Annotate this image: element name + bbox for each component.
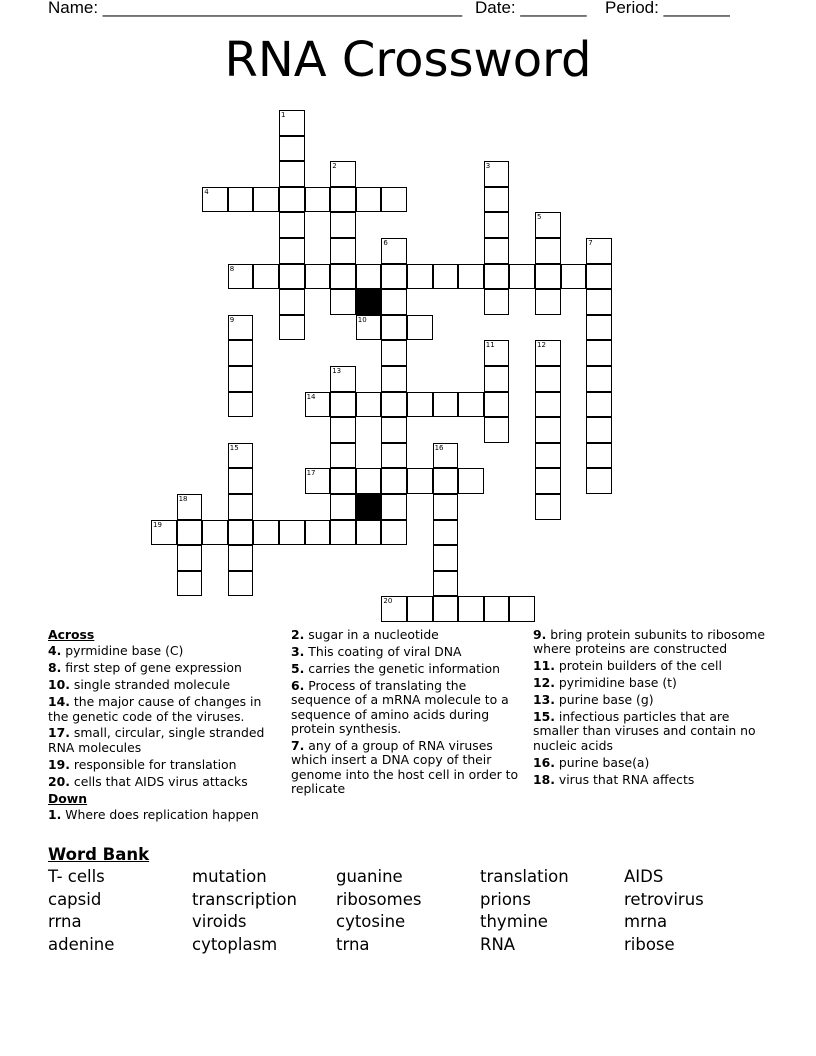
clue-number: 3. bbox=[291, 643, 305, 659]
clue-number: 6. bbox=[291, 677, 305, 693]
grid-cell[interactable] bbox=[586, 315, 612, 341]
clue-number-13: 13 bbox=[332, 367, 342, 375]
clue-text: the major cause of changes in the genetic code of the viruses. bbox=[48, 694, 262, 724]
grid-cell[interactable] bbox=[433, 571, 459, 597]
down-clue-6 bbox=[291, 679, 519, 737]
grid-cell[interactable] bbox=[381, 264, 407, 290]
grid-cell[interactable] bbox=[586, 238, 612, 264]
grid-cell[interactable] bbox=[381, 468, 407, 494]
word-bank-item: retrovirus bbox=[624, 889, 704, 909]
grid-cell[interactable] bbox=[330, 161, 356, 187]
word-bank-item: mrna bbox=[624, 912, 668, 932]
grid-cell[interactable] bbox=[356, 264, 382, 290]
word-bank-item: cytosine bbox=[336, 912, 406, 932]
grid-cell[interactable] bbox=[305, 187, 331, 213]
word-bank-item: cytoplasm bbox=[192, 935, 278, 955]
clue-number-5: 5 bbox=[537, 213, 542, 222]
page-title: RNA Crossword bbox=[224, 32, 592, 88]
clue-number: 11. bbox=[533, 658, 555, 674]
grid-cell[interactable] bbox=[433, 264, 459, 290]
grid-cell[interactable] bbox=[356, 520, 382, 546]
clue-number-1: 1 bbox=[281, 111, 286, 119]
grid-cell[interactable] bbox=[202, 520, 228, 546]
grid-cell[interactable] bbox=[228, 264, 254, 290]
grid-cell[interactable] bbox=[484, 212, 510, 238]
grid-cell[interactable] bbox=[177, 545, 203, 571]
grid-cell[interactable] bbox=[177, 520, 203, 546]
grid-cell[interactable] bbox=[458, 596, 484, 622]
grid-cell[interactable] bbox=[381, 340, 407, 366]
grid-cell[interactable] bbox=[279, 161, 305, 187]
grid-cell[interactable] bbox=[202, 187, 228, 213]
clue-number: 19. bbox=[48, 756, 70, 772]
word-bank-item: prions bbox=[480, 889, 531, 909]
grid-cell[interactable] bbox=[330, 212, 356, 238]
grid-cell[interactable] bbox=[458, 264, 484, 290]
grid-cell[interactable] bbox=[330, 417, 356, 443]
clue-number-3: 3 bbox=[485, 162, 491, 171]
grid-cell[interactable] bbox=[433, 494, 459, 520]
clue-number: 9. bbox=[533, 627, 547, 642]
clue-number: 18. bbox=[533, 771, 555, 787]
period-field[interactable]: Period: _______ bbox=[605, 0, 730, 17]
clue-text: any of a group of RNA viruses which insert a DNA copy of their genome into the host cell in order to replicate bbox=[291, 737, 519, 797]
clue-number-16: 16 bbox=[434, 443, 444, 452]
grid-cell[interactable] bbox=[330, 468, 356, 494]
word-bank-item: AIDS bbox=[624, 867, 664, 886]
clue-number-7: 7 bbox=[588, 239, 593, 247]
down-clue-11 bbox=[533, 659, 769, 673]
word-bank-item: mutation bbox=[192, 867, 267, 886]
grid-cell[interactable] bbox=[228, 520, 254, 546]
date-field[interactable]: Date: _______ bbox=[475, 0, 587, 17]
clue-number: 2. bbox=[291, 627, 305, 642]
across-heading: Across bbox=[48, 627, 95, 642]
grid-cell[interactable] bbox=[279, 289, 305, 315]
clues-column-2 bbox=[291, 628, 519, 799]
grid-cell[interactable] bbox=[484, 238, 510, 264]
clue-number-2: 2 bbox=[332, 162, 337, 171]
word-bank-item: translation bbox=[480, 867, 569, 886]
word-bank-item: ribosomes bbox=[336, 889, 422, 909]
grid-cell[interactable] bbox=[253, 264, 279, 290]
clue-number-20: 20 bbox=[383, 597, 393, 606]
clue-number-14: 14 bbox=[306, 392, 316, 401]
down-clue-2 bbox=[291, 628, 519, 642]
grid-cell[interactable] bbox=[561, 264, 587, 290]
across-clue-20 bbox=[48, 775, 280, 789]
across-clue-17 bbox=[48, 726, 280, 755]
grid-cell[interactable] bbox=[330, 494, 356, 520]
grid-cell[interactable] bbox=[484, 392, 510, 418]
grid-cell[interactable] bbox=[356, 187, 382, 213]
clue-number: 7. bbox=[291, 737, 305, 753]
grid-cell[interactable] bbox=[228, 545, 254, 571]
word-bank-item: trna bbox=[336, 935, 370, 955]
grid-cell[interactable] bbox=[586, 392, 612, 418]
clue-text: carries the genetic information bbox=[304, 660, 500, 676]
grid-cell[interactable] bbox=[228, 571, 254, 597]
clue-number-19: 19 bbox=[153, 520, 162, 529]
grid-cell[interactable] bbox=[356, 315, 382, 341]
clue-number-15: 15 bbox=[229, 443, 239, 452]
grid-cell[interactable] bbox=[535, 264, 561, 290]
grid-cell[interactable] bbox=[279, 264, 305, 290]
grid-cell[interactable] bbox=[586, 468, 612, 494]
grid-cell[interactable] bbox=[433, 545, 459, 571]
grid-cell[interactable] bbox=[433, 392, 459, 418]
grid-cell[interactable] bbox=[356, 468, 382, 494]
grid-cell[interactable] bbox=[279, 110, 305, 136]
down-clue-15 bbox=[533, 710, 769, 753]
grid-cell[interactable] bbox=[381, 392, 407, 418]
grid-cell[interactable] bbox=[177, 571, 203, 597]
grid-cell[interactable] bbox=[228, 494, 254, 520]
grid-cell[interactable] bbox=[381, 289, 407, 315]
grid-cell[interactable] bbox=[381, 494, 407, 520]
grid-cell[interactable] bbox=[458, 468, 484, 494]
word-bank-title: Word Bank bbox=[48, 845, 150, 864]
black-cell bbox=[356, 289, 382, 315]
clue-number: 14. bbox=[48, 694, 70, 710]
down-clue-7 bbox=[291, 739, 519, 797]
grid-cell[interactable] bbox=[535, 366, 561, 392]
clue-text: sugar in a nucleotide bbox=[304, 627, 439, 642]
word-bank-item: rrna bbox=[48, 912, 82, 932]
grid-cell[interactable] bbox=[535, 417, 561, 443]
clues-column-3 bbox=[533, 628, 769, 790]
grid-cell[interactable] bbox=[586, 443, 612, 469]
grid-cell[interactable] bbox=[433, 596, 459, 622]
across-clue-4 bbox=[48, 644, 280, 658]
name-field[interactable]: Name: ______________________________________ bbox=[48, 0, 463, 17]
word-bank-item: thymine bbox=[480, 912, 548, 932]
grid-cell[interactable] bbox=[330, 238, 356, 264]
grid-cell[interactable] bbox=[381, 520, 407, 546]
grid-cell[interactable] bbox=[330, 443, 356, 469]
black-cell bbox=[356, 494, 382, 520]
down-clue-5 bbox=[291, 662, 519, 676]
clue-number-4: 4 bbox=[204, 187, 209, 196]
clue-number-10: 10 bbox=[357, 315, 367, 324]
clue-text: infectious particles that are smaller than viruses and contain no nucleic acids bbox=[533, 709, 756, 753]
word-bank-item: adenine bbox=[48, 935, 115, 955]
grid-cell[interactable] bbox=[228, 340, 254, 366]
grid-cell[interactable] bbox=[305, 520, 331, 546]
down-clue-18 bbox=[533, 773, 769, 787]
grid-cell[interactable] bbox=[407, 392, 433, 418]
grid-cell[interactable] bbox=[535, 212, 561, 238]
clue-number: 8. bbox=[48, 660, 62, 676]
grid-cell[interactable] bbox=[484, 366, 510, 392]
clue-number: 15. bbox=[533, 709, 555, 725]
grid-cell[interactable] bbox=[305, 264, 331, 290]
clue-number-8: 8 bbox=[229, 264, 235, 273]
grid-cell[interactable] bbox=[458, 392, 484, 418]
clue-number: 5. bbox=[291, 660, 305, 676]
word-bank-item: capsid bbox=[48, 889, 102, 909]
clue-text: cells that AIDS virus attacks bbox=[69, 773, 248, 789]
grid-cell[interactable] bbox=[330, 289, 356, 315]
clue-number-17: 17 bbox=[306, 469, 316, 478]
across-clue-10 bbox=[48, 678, 280, 692]
grid-cell[interactable] bbox=[407, 468, 433, 494]
grid-cell[interactable] bbox=[484, 161, 510, 187]
grid-cell[interactable] bbox=[228, 366, 254, 392]
grid-cell[interactable] bbox=[586, 289, 612, 315]
down-clue-1 bbox=[48, 808, 280, 822]
grid-cell[interactable] bbox=[151, 520, 177, 546]
down-clue-9 bbox=[533, 628, 769, 657]
grid-cell[interactable] bbox=[586, 366, 612, 392]
clue-text: protein builders of the cell bbox=[554, 658, 722, 674]
word-bank-item: transcription bbox=[192, 889, 297, 909]
grid-cell[interactable] bbox=[484, 417, 510, 443]
word-bank-item: T- cells bbox=[48, 867, 105, 886]
grid-cell[interactable] bbox=[586, 340, 612, 366]
clue-text: small, circular, single stranded RNA molecules bbox=[48, 725, 265, 755]
grid-cell[interactable] bbox=[279, 187, 305, 213]
grid-cell[interactable] bbox=[330, 264, 356, 290]
word-bank-item: viroids bbox=[192, 912, 247, 932]
grid-cell[interactable] bbox=[381, 366, 407, 392]
grid-cell[interactable] bbox=[381, 443, 407, 469]
clues-column-1 bbox=[48, 628, 280, 825]
clue-number: 20. bbox=[48, 773, 70, 789]
clue-text: purine base(a) bbox=[554, 754, 650, 770]
word-bank-item: guanine bbox=[336, 867, 403, 886]
grid-cell[interactable] bbox=[535, 238, 561, 264]
clue-number: 1. bbox=[48, 806, 62, 822]
clue-number-18: 18 bbox=[178, 495, 188, 503]
grid-cell[interactable] bbox=[228, 443, 254, 469]
grid-cell[interactable] bbox=[381, 315, 407, 341]
grid-cell[interactable] bbox=[433, 468, 459, 494]
clue-number: 17. bbox=[48, 725, 70, 741]
grid-cell[interactable] bbox=[381, 417, 407, 443]
grid-cell[interactable] bbox=[509, 264, 535, 290]
down-clue-12 bbox=[533, 676, 769, 690]
grid-cell[interactable] bbox=[279, 520, 305, 546]
grid-cell[interactable] bbox=[279, 315, 305, 341]
grid-cell[interactable] bbox=[279, 238, 305, 264]
clue-text: This coating of viral DNA bbox=[304, 643, 462, 659]
grid-cell[interactable] bbox=[484, 596, 510, 622]
clue-number: 16. bbox=[533, 754, 555, 770]
grid-cell[interactable] bbox=[535, 392, 561, 418]
across-clue-19 bbox=[48, 758, 280, 772]
grid-cell[interactable] bbox=[381, 238, 407, 264]
grid-cell[interactable] bbox=[228, 187, 254, 213]
grid-cell[interactable] bbox=[330, 520, 356, 546]
grid-cell[interactable] bbox=[484, 289, 510, 315]
grid-cell[interactable] bbox=[433, 443, 459, 469]
clue-text: virus that RNA affects bbox=[554, 771, 695, 787]
clue-number: 12. bbox=[533, 675, 555, 691]
clue-number-6: 6 bbox=[383, 239, 388, 247]
word-bank-item: ribose bbox=[624, 935, 675, 955]
across-clue-8 bbox=[48, 661, 280, 675]
clue-text: pyrmidine base (C) bbox=[61, 643, 184, 659]
grid-cell[interactable] bbox=[407, 264, 433, 290]
clue-text: pyrimidine base (t) bbox=[554, 675, 677, 691]
grid-cell[interactable] bbox=[381, 596, 407, 622]
grid-cell[interactable] bbox=[484, 187, 510, 213]
grid-cell[interactable] bbox=[253, 187, 279, 213]
clue-number-11: 11 bbox=[485, 341, 495, 350]
grid-cell[interactable] bbox=[253, 520, 279, 546]
grid-cell[interactable] bbox=[228, 315, 254, 341]
grid-cell[interactable] bbox=[509, 596, 535, 622]
grid-cell[interactable] bbox=[535, 468, 561, 494]
grid-cell[interactable] bbox=[330, 366, 356, 392]
clue-text: Where does replication happen bbox=[61, 806, 259, 822]
clue-text: responsible for translation bbox=[69, 756, 237, 772]
down-heading: Down bbox=[48, 790, 88, 806]
clue-text: bring protein subunits to ribosome where proteins are constructed bbox=[533, 627, 765, 657]
clue-text: single stranded molecule bbox=[69, 677, 231, 693]
clue-number-12: 12 bbox=[537, 341, 546, 350]
grid-cell[interactable] bbox=[535, 494, 561, 520]
down-clue-3 bbox=[291, 645, 519, 659]
grid-cell[interactable] bbox=[228, 392, 254, 418]
clue-number: 13. bbox=[533, 692, 555, 708]
grid-cell[interactable] bbox=[305, 392, 331, 418]
grid-cell[interactable] bbox=[279, 212, 305, 238]
grid-cell[interactable] bbox=[535, 443, 561, 469]
grid-cell[interactable] bbox=[330, 187, 356, 213]
grid-cell[interactable] bbox=[407, 596, 433, 622]
grid-cell[interactable] bbox=[228, 468, 254, 494]
grid-cell[interactable] bbox=[484, 340, 510, 366]
grid-cell[interactable] bbox=[586, 417, 612, 443]
down-clue-16 bbox=[533, 756, 769, 770]
grid-cell[interactable] bbox=[407, 315, 433, 341]
grid-cell[interactable] bbox=[177, 494, 203, 520]
grid-cell[interactable] bbox=[484, 264, 510, 290]
clue-number: 4. bbox=[48, 643, 62, 659]
grid-cell[interactable] bbox=[330, 392, 356, 418]
grid-cell[interactable] bbox=[305, 468, 331, 494]
clue-number-9: 9 bbox=[229, 315, 235, 324]
clue-text: first step of gene expression bbox=[61, 660, 242, 676]
clue-text: purine base (g) bbox=[554, 692, 654, 708]
clue-number: 10. bbox=[48, 677, 70, 693]
grid-cell[interactable] bbox=[433, 520, 459, 546]
grid-cell[interactable] bbox=[279, 136, 305, 162]
word-bank-item: RNA bbox=[480, 935, 516, 955]
grid-cell[interactable] bbox=[356, 392, 382, 418]
grid-cell[interactable] bbox=[535, 340, 561, 366]
grid-cell[interactable] bbox=[586, 264, 612, 290]
across-clue-14 bbox=[48, 695, 280, 724]
grid-cell[interactable] bbox=[381, 187, 407, 213]
grid-cell[interactable] bbox=[535, 289, 561, 315]
down-clue-13 bbox=[533, 693, 769, 707]
clue-text: Process of translating the sequence of a mRNA molecule to a sequence of amino acids during protein synthesis. bbox=[291, 677, 509, 736]
